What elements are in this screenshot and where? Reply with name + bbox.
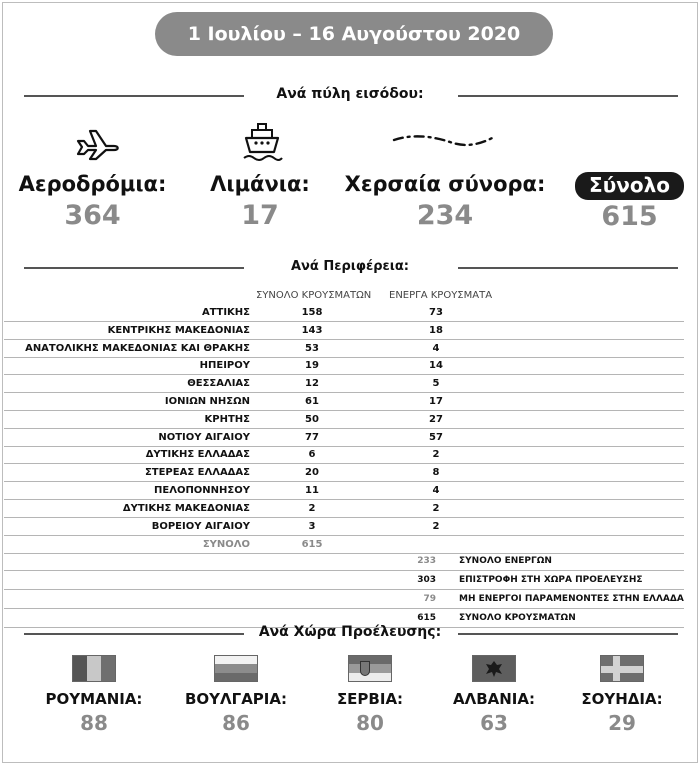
table-row: ΘΕΣΣΑΛΙΑΣ 12 5 <box>4 375 684 393</box>
summary-value: 615 <box>417 613 436 623</box>
airplane-icon <box>74 127 122 161</box>
table-row: ΙΟΝΙΩΝ ΝΗΣΩΝ 61 17 <box>4 393 684 411</box>
country-value: 80 <box>356 711 384 735</box>
land-borders-value: 234 <box>416 200 474 231</box>
land-borders-stat <box>335 172 555 231</box>
summary-value: 79 <box>423 594 436 604</box>
sum-row-name: ΣΥΝΟΛΟ <box>202 539 250 550</box>
total-stat <box>562 172 697 232</box>
region-name: ΑΝΑΤΟΛΙΚΗΣ ΜΑΚΕΔΟΝΙΑΣ ΚΑΙ ΘΡΑΚΗΣ <box>25 342 250 354</box>
divider-right <box>458 267 678 269</box>
sweden-flag-icon <box>600 655 644 682</box>
table-row: ΣΤΕΡΕΑΣ ΕΛΛΑΔΑΣ 20 8 <box>4 464 684 482</box>
country-value: 88 <box>80 711 108 735</box>
serbia-flag-icon <box>348 655 392 682</box>
table-row: ΗΠΕΙΡΟΥ 19 14 <box>4 357 684 375</box>
region-name: ΗΠΕΙΡΟΥ <box>199 360 250 372</box>
table-row: ΔΥΤΙΚΗΣ ΕΛΛΑΔΑΣ 6 2 <box>4 446 684 464</box>
countries-title: Ανά Χώρα Προέλευσης: <box>258 624 442 640</box>
country-value: 29 <box>608 711 636 735</box>
entry-points-title: Ανά πύλη εισόδου: <box>276 86 424 102</box>
total-badge: Σύνολο <box>575 172 684 200</box>
ports-value: 17 <box>241 200 279 231</box>
summary-value: 233 <box>417 556 436 566</box>
table-row: ΝΟΤΙΟΥ ΑΙΓΑΙΟΥ 77 57 <box>4 429 684 447</box>
country-romania <box>34 655 154 735</box>
table-row: ΔΥΤΙΚΗΣ ΜΑΚΕΔΟΝΙΑΣ 2 2 <box>4 500 684 518</box>
sum-row: ΣΥΝΟΛΟ 615 <box>4 536 684 554</box>
table-row: ΑΝΑΤΟΛΙΚΗΣ ΜΑΚΕΔΟΝΙΑΣ ΚΑΙ ΘΡΑΚΗΣ 53 4 <box>4 340 684 358</box>
region-name: ΒΟΡΕΙΟΥ ΑΙΓΑΙΟΥ <box>151 520 250 532</box>
col-header-total: ΣΥΝΟΛΟ ΚΡΟΥΣΜΑΤΩΝ <box>256 290 372 301</box>
country-label: ΑΛΒΑΝΙΑ: <box>452 690 535 708</box>
dashed-path-icon <box>392 130 500 156</box>
summary-label: ΣΥΝΟΛΟ ΚΡΟΥΣΜΑΤΩΝ <box>459 613 576 623</box>
country-albania <box>434 655 554 735</box>
ports-stat <box>195 172 325 231</box>
col-header-active: ΕΝΕΡΓΑ ΚΡΟΥΣΜΑΤΑ <box>389 290 493 301</box>
table-row: ΚΕΝΤΡΙΚΗΣ ΜΑΚΕΔΟΝΙΑΣ 143 18 <box>4 322 684 340</box>
country-label: ΣΕΡΒΙΑ: <box>336 690 404 708</box>
albania-flag-icon <box>472 655 516 682</box>
country-label: ΒΟΥΛΓΑΡΙΑ: <box>184 690 287 708</box>
date-range-banner <box>155 12 553 56</box>
regions-title: Ανά Περιφέρεια: <box>290 259 409 274</box>
country-sweden <box>562 655 682 735</box>
country-label: ΣΟΥΗΔΙΑ: <box>581 690 663 708</box>
eagle-icon <box>484 659 504 679</box>
country-bulgaria <box>176 655 296 735</box>
region-name: ΚΡΗΤΗΣ <box>204 413 250 425</box>
country-value: 86 <box>222 711 250 735</box>
country-label: ΡΟΥΜΑΝΙΑ: <box>45 690 143 708</box>
airports-stat <box>10 172 175 231</box>
airports-value: 364 <box>64 200 121 231</box>
region-name: ΔΥΤΙΚΗΣ ΕΛΛΑΔΑΣ <box>145 449 250 461</box>
summary-row <box>4 571 684 590</box>
table-row: ΠΕΛΟΠΟΝΝΗΣΟΥ 11 4 <box>4 482 684 500</box>
romania-flag-icon <box>72 655 116 682</box>
ports-label: Λιμάνια: <box>210 172 310 196</box>
region-name: ΔΥΤΙΚΗΣ ΜΑΚΕΔΟΝΙΑΣ <box>122 502 250 514</box>
summary-row <box>4 590 684 609</box>
divider-right <box>458 95 678 97</box>
region-name: ΙΟΝΙΩΝ ΝΗΣΩΝ <box>164 396 250 407</box>
region-name: ΠΕΛΟΠΟΝΝΗΣΟΥ <box>154 485 250 496</box>
bulgaria-flag-icon <box>214 655 258 682</box>
land-borders-label: Χερσαία σύνορα: <box>344 172 546 196</box>
airports-label: Αεροδρόμια: <box>18 172 167 196</box>
table-row: ΚΡΗΤΗΣ 50 27 <box>4 411 684 429</box>
region-name: ΚΕΝΤΡΙΚΗΣ ΜΑΚΕΔΟΝΙΑΣ <box>107 324 250 336</box>
total-value: 615 <box>601 201 658 232</box>
date-range-text: 1 Ιουλίου – 16 Αυγούστου 2020 <box>187 23 521 45</box>
summary-value: 303 <box>417 575 436 585</box>
summary-label: ΣΥΝΟΛΟ ΕΝΕΡΓΩΝ <box>459 556 552 566</box>
ship-icon <box>241 122 283 164</box>
summary-label: ΜΗ ΕΝΕΡΓΟΙ ΠΑΡΑΜΕΝΟΝΤΕΣ ΣΤΗΝ ΕΛΛΑΔΑ <box>459 594 684 604</box>
region-name: ΣΤΕΡΕΑΣ ΕΛΛΑΔΑΣ <box>144 467 250 479</box>
country-serbia <box>310 655 430 735</box>
region-name: ΝΟΤΙΟΥ ΑΙΓΑΙΟΥ <box>158 431 250 443</box>
region-name: ΑΤΤΙΚΗΣ <box>201 307 250 318</box>
summary-label: ΕΠΙΣΤΡΟΦΗ ΣΤΗ ΧΩΡΑ ΠΡΟΕΛΕΥΣΗΣ <box>459 575 643 585</box>
table-row: ΑΤΤΙΚΗΣ 158 73 <box>4 304 684 322</box>
country-value: 63 <box>480 711 508 735</box>
table-row: ΒΟΡΕΙΟΥ ΑΙΓΑΙΟΥ 3 2 <box>4 518 684 536</box>
region-name: ΘΕΣΣΑΛΙΑΣ <box>187 378 250 390</box>
divider-right <box>458 633 678 635</box>
summary-row <box>4 552 684 571</box>
